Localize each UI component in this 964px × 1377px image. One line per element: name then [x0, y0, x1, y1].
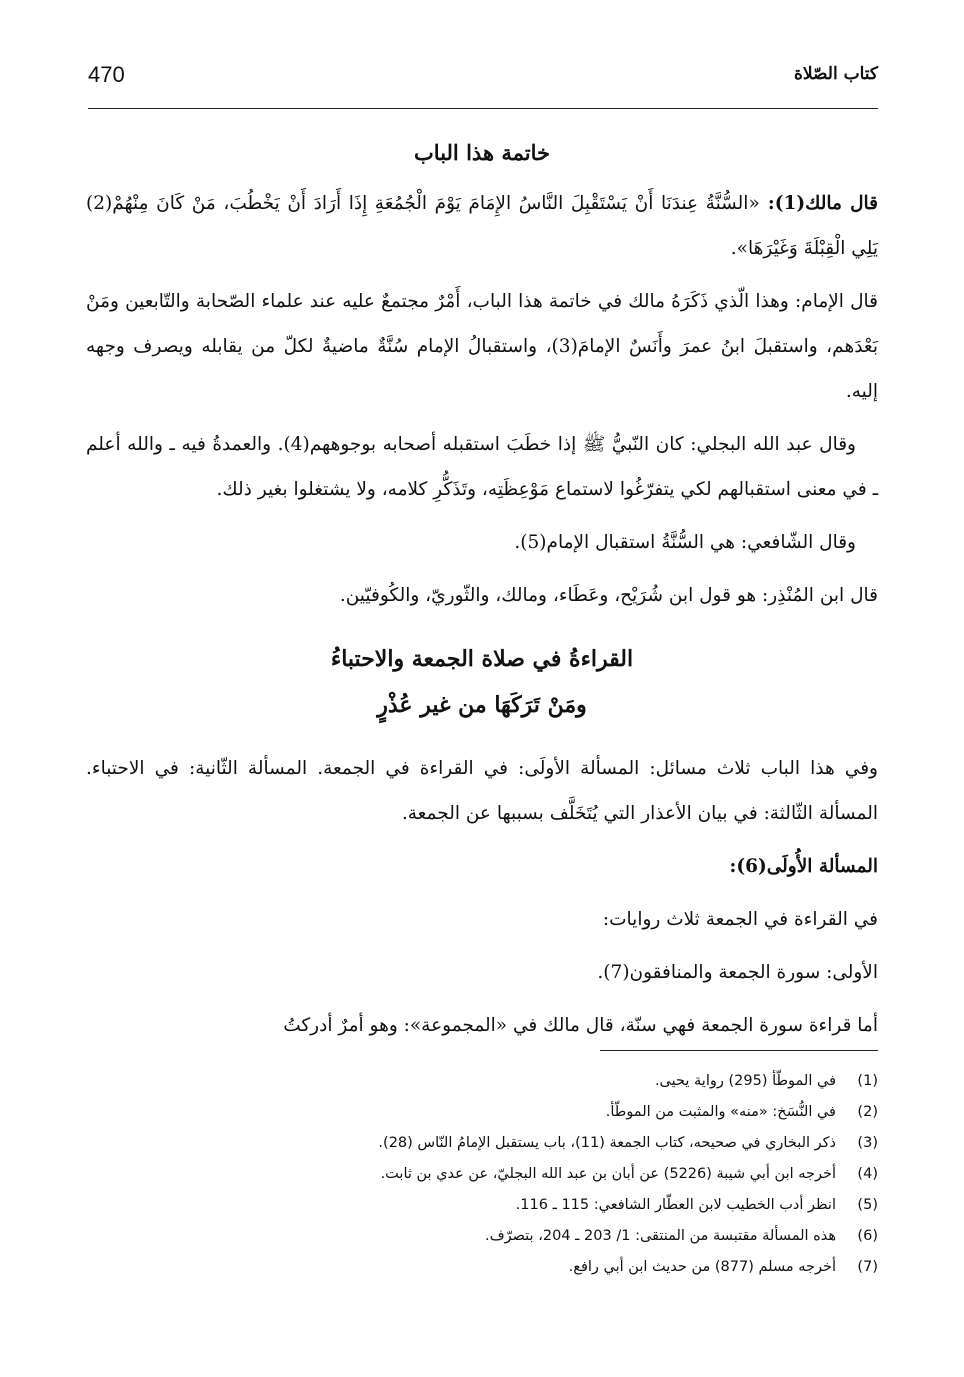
- paragraph-text: الأولى: سورة الجمعة والمنافقون(7).: [597, 962, 878, 983]
- subheading-first-issue: المسألة الأُولَى(6):: [729, 856, 878, 877]
- paragraph-three-narrations: [86, 897, 878, 942]
- paragraph-text: وفي هذا الباب ثلاث مسائل: المسألة الأولَى: في القراءة في الجمعة. المسألة الثّانية: في الاحتباء. المسألة الثّالثة: في بيان الأعذار التي يُتَخَلَّف بسببها عن الجمعة.: [86, 758, 878, 824]
- footnote: [118, 1097, 878, 1128]
- footnote-number: (6): [857, 1228, 878, 1244]
- footnote-text: أخرجه ابن أبي شيبة (5226) عن أبان بن عبد الله البجليّ، عن عدي بن ثابت.: [380, 1166, 836, 1182]
- footnotes: [118, 1066, 878, 1283]
- paragraph-shafii: [86, 520, 878, 565]
- footnote-text: ذكر البخاري في صحيحه، كتاب الجمعة (11)، باب يستقبل الإمامُ النّاس (28).: [378, 1135, 836, 1151]
- page-number: 470: [88, 62, 125, 87]
- paragraph-three-issues: [86, 746, 878, 836]
- footnote: [118, 1252, 878, 1283]
- section-heading-line1: القراءةُ في صلاة الجمعة والاحتباءُ: [330, 646, 634, 672]
- footnote-text: في الموطّأ (295) رواية يحيى.: [654, 1073, 836, 1089]
- footnote-number: (4): [857, 1166, 878, 1182]
- paragraph-text: أما قراءة سورة الجمعة فهي سنّة، قال مالك في «المجموعة»: وهو أمرٌ أدركتُ: [283, 1015, 878, 1036]
- footnote-text: أخرجه مسلم (877) من حديث ابن أبي رافع.: [568, 1259, 836, 1275]
- paragraph-text: في القراءة في الجمعة ثلاث روايات:: [602, 909, 878, 930]
- page-header: [88, 62, 878, 106]
- body-text: [86, 130, 878, 1056]
- footnote-number: (3): [857, 1135, 878, 1151]
- footnote-rule: [600, 1050, 878, 1051]
- paragraph-ibn-mundhir: [86, 573, 878, 618]
- running-title: كتاب الصّلاة: [793, 64, 878, 84]
- paragraph-text: قال ابن المُنْذِر: هو قول ابن شُرَيْح، وعَطَاء، ومالك، والثّوريّ، والكُوفيّين.: [339, 585, 878, 606]
- footnote-number: (5): [857, 1197, 878, 1213]
- footnote-text: في النُّسَخ: «منه» والمثبت من الموطّأ.: [605, 1104, 836, 1120]
- chapter-closing-heading: خاتمة هذا الباب: [414, 140, 550, 165]
- paragraph-text: «السُّنَّةُ عِندَنَا أَنْ يَسْتَقْبِلَ النَّاسُ الإِمَامَ يَوْمَ الْجُمُعَةِ إِذَا أَرَادَ أَنْ يَخْطُبَ، مَنْ كَانَ مِنْهُمْ(2) يَلِي الْقِبْلَةَ وَغَيْرَهَا».: [86, 193, 878, 259]
- paragraph-malik: [86, 181, 878, 271]
- footnote: [118, 1221, 878, 1252]
- footnote-text: انظر أدب الخطيب لابن العطّار الشافعي: 115 ـ 116.: [515, 1197, 836, 1213]
- footnote: [118, 1066, 878, 1097]
- paragraph-text: قال الإمام: وهذا الّذي ذَكَرَهُ مالك في خاتمة هذا الباب، أَمْرٌ مجتمعٌ عليه عند علماء الصّحابة والتّابعين ومَنْ بَعْدَهم، واستقبلَ ابنُ عمرَ وأَنَسٌ الإمامَ(3)، واستقبالُ الإمام سُنَّةٌ ماضيةٌ لكلّ من يقابله ويصرف وجهه إليه.: [86, 291, 878, 402]
- footnote-number: (2): [857, 1104, 878, 1120]
- paragraph-bajali: [86, 422, 878, 512]
- footnote: [118, 1128, 878, 1159]
- footnote: [118, 1190, 878, 1221]
- header-rule: [88, 108, 878, 109]
- paragraph-lead: قال مالك(1):: [759, 193, 878, 214]
- paragraph-imam: [86, 279, 878, 414]
- paragraph-text: وقال الشّافعي: هي السُّنَّةُ استقبال الإمام(5).: [514, 532, 856, 553]
- section-heading-line2: ومَنْ تَرَكَهَا من غير عُذْرٍ: [377, 692, 587, 718]
- paragraph-first-issue: [86, 844, 878, 889]
- footnote-text: هذه المسألة مقتبسة من المنتقى: 1/ 203 ـ 204، بتصرّف.: [484, 1228, 836, 1244]
- footnote: [118, 1159, 878, 1190]
- paragraph-text: وقال عبد الله البجلي: كان النّبيُّ ﷺ إذا خطَبَ استقبله أصحابه بوجوههم(4). والعمدةُ فيه ـ والله أعلم ـ في معنى استقبالهم لكي يتفرّغُوا لاستماع مَوْعِظَتِه، وتَذَكُّرِ كلامه، ولا يشتغلوا بغير ذلك.: [86, 434, 878, 500]
- paragraph-first-narration: [86, 950, 878, 995]
- footnote-number: (7): [857, 1259, 878, 1275]
- section-heading: [86, 636, 878, 728]
- paragraph-surat-jumua: [86, 1003, 878, 1048]
- footnote-number: (1): [857, 1073, 878, 1089]
